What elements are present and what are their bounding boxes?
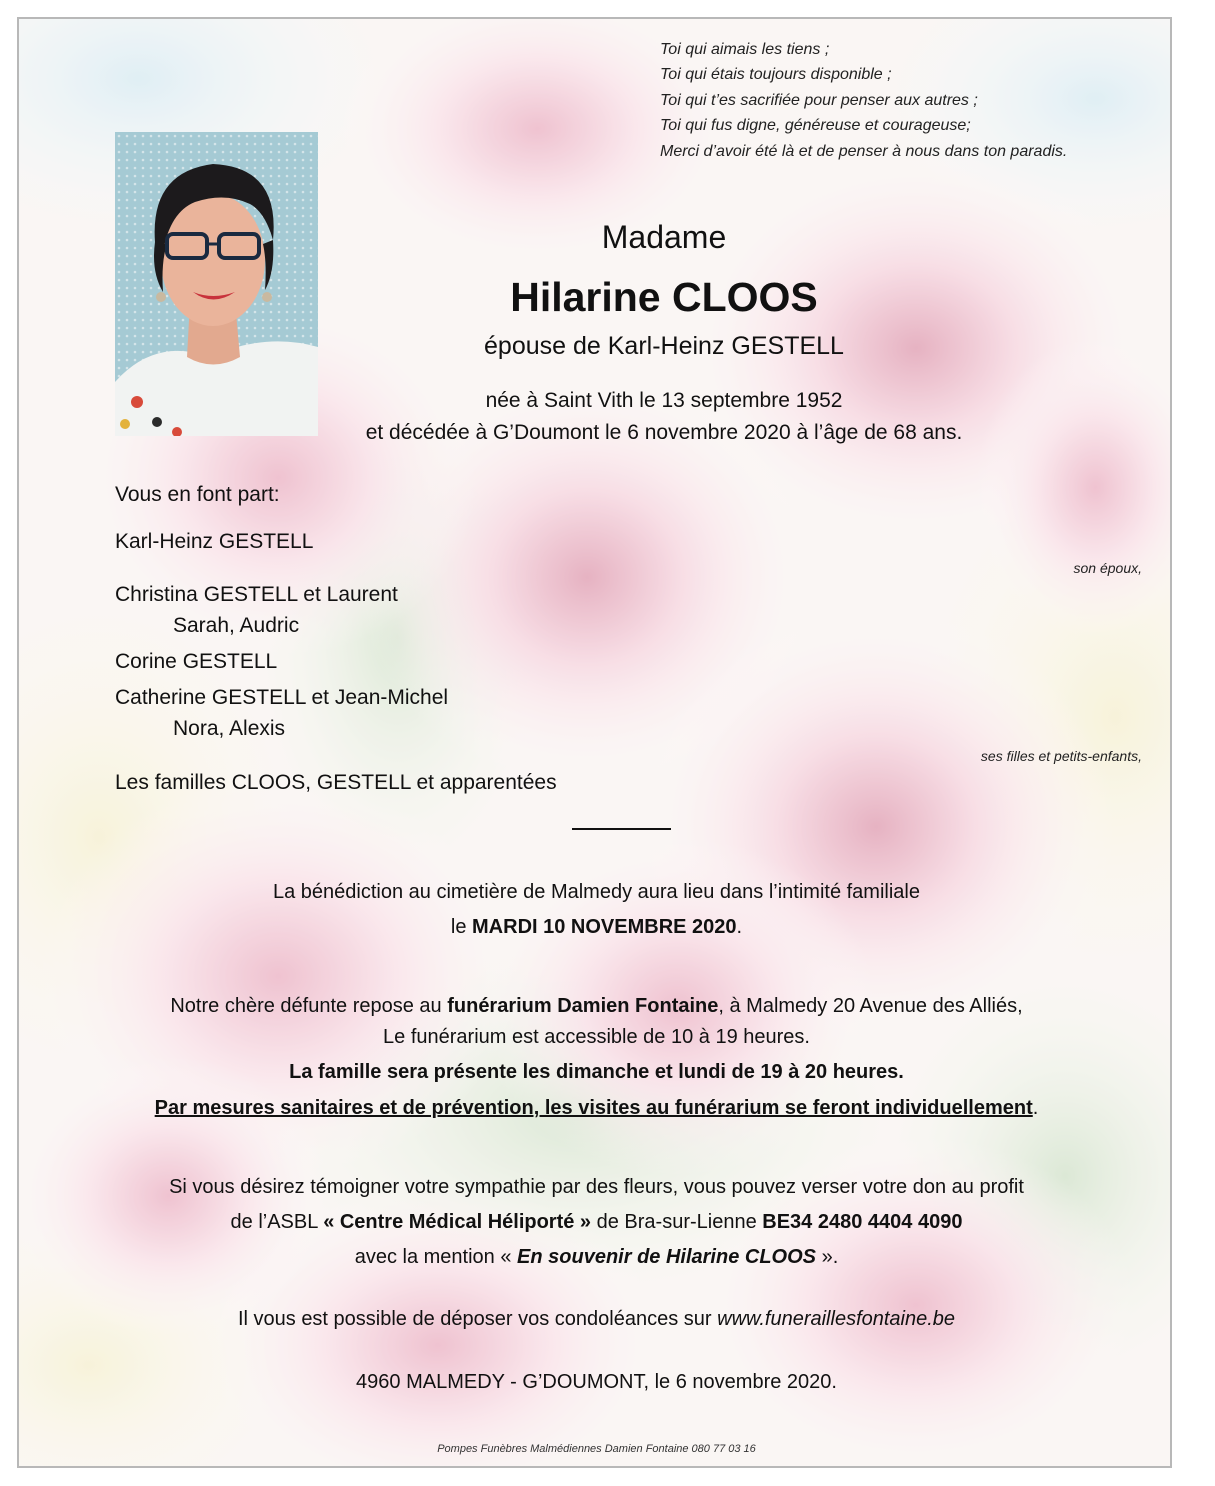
ceremony-line-1: La bénédiction au cimetière de Malmedy aura lieu dans l’intimité familiale bbox=[272, 881, 920, 903]
funerarium-line: Notre chère défunte repose au funérarium Damien Fontaine, à Malmedy 20 Avenue des Alliés, bbox=[170, 995, 1023, 1017]
footer-funeral-home: Pompes Funèbres Malmédiennes Damien Fontaine 080 77 03 16 bbox=[437, 1443, 756, 1455]
poem-line-5: Merci d’avoir été là et de penser à nous dans ton paradis. bbox=[660, 143, 1068, 160]
donation-line-2: de l’ASBL « Centre Médical Héliporté » de Bra-sur-Lienne BE34 2480 4404 4090 bbox=[230, 1211, 963, 1233]
donation-org: « Centre Médical Héliporté » bbox=[323, 1211, 592, 1233]
family-spouse: Karl-Heinz GESTELL bbox=[115, 530, 314, 553]
separator-line bbox=[572, 828, 671, 830]
death-notice-card bbox=[17, 17, 1172, 1468]
deceased-name: Hilarine CLOOS bbox=[510, 274, 818, 320]
children-note: ses filles et petits-enfants, bbox=[980, 748, 1142, 764]
ceremony-date: MARDI 10 NOVEMBRE 2020 bbox=[472, 916, 737, 938]
poem-line-1: Toi qui aimais les tiens ; bbox=[660, 41, 830, 58]
ceremony-line-2: le MARDI 10 NOVEMBRE 2020. bbox=[450, 916, 743, 938]
spouse-line: épouse de Karl-Heinz GESTELL bbox=[484, 332, 844, 360]
condolences-link[interactable]: www.funeraillesfontaine.be bbox=[717, 1308, 956, 1330]
death-line: et décédée à G’Doumont le 6 novembre 2020 à l’âge de 68 ans. bbox=[365, 421, 963, 444]
family-extended: Les familles CLOOS, GESTELL et apparentées bbox=[115, 771, 557, 794]
donation-line-1: Si vous désirez témoigner votre sympathie par des fleurs, vous pouvez verser votre don au profit bbox=[169, 1176, 1024, 1198]
funerarium-hours: Le funérarium est accessible de 10 à 19 heures. bbox=[383, 1026, 810, 1048]
birth-line: née à Saint Vith le 13 septembre 1952 bbox=[485, 389, 843, 412]
place-date: 4960 MALMEDY - G’DOUMONT, le 6 novembre 2020. bbox=[356, 1371, 837, 1393]
family-child-2: Corine GESTELL bbox=[115, 650, 278, 673]
donation-line-3: avec la mention « En souvenir de Hilarine CLOOS ». bbox=[354, 1246, 839, 1268]
donation-mention: En souvenir de Hilarine CLOOS bbox=[517, 1246, 817, 1268]
family-child-1-kids: Sarah, Audric bbox=[173, 614, 300, 637]
poem-line-4: Toi qui fus digne, généreuse et courageuse; bbox=[660, 117, 971, 134]
donation-iban: BE34 2480 4404 4090 bbox=[762, 1211, 963, 1233]
spouse-note: son époux, bbox=[1073, 560, 1142, 576]
family-intro: Vous en font part: bbox=[115, 483, 280, 506]
family-child-1: Christina GESTELL et Laurent bbox=[115, 583, 398, 606]
family-child-3: Catherine GESTELL et Jean-Michel bbox=[115, 686, 449, 709]
family-presence: La famille sera présente les dimanche et lundi de 19 à 20 heures. bbox=[289, 1061, 904, 1083]
poem-line-2: Toi qui étais toujours disponible ; bbox=[660, 66, 892, 83]
condolences-line: Il vous est possible de déposer vos condoléances sur www.funeraillesfontaine.be bbox=[237, 1308, 956, 1330]
title-madame: Madame bbox=[601, 219, 727, 255]
family-child-3-kids: Nora, Alexis bbox=[173, 717, 286, 740]
funerarium-name: funérarium Damien Fontaine bbox=[447, 995, 719, 1017]
poem-line-3: Toi qui t’es sacrifiée pour penser aux autres ; bbox=[660, 92, 978, 109]
sanitary-notice: Par mesures sanitaires et de prévention, les visites au funérarium se feront individuellement. bbox=[154, 1097, 1039, 1119]
